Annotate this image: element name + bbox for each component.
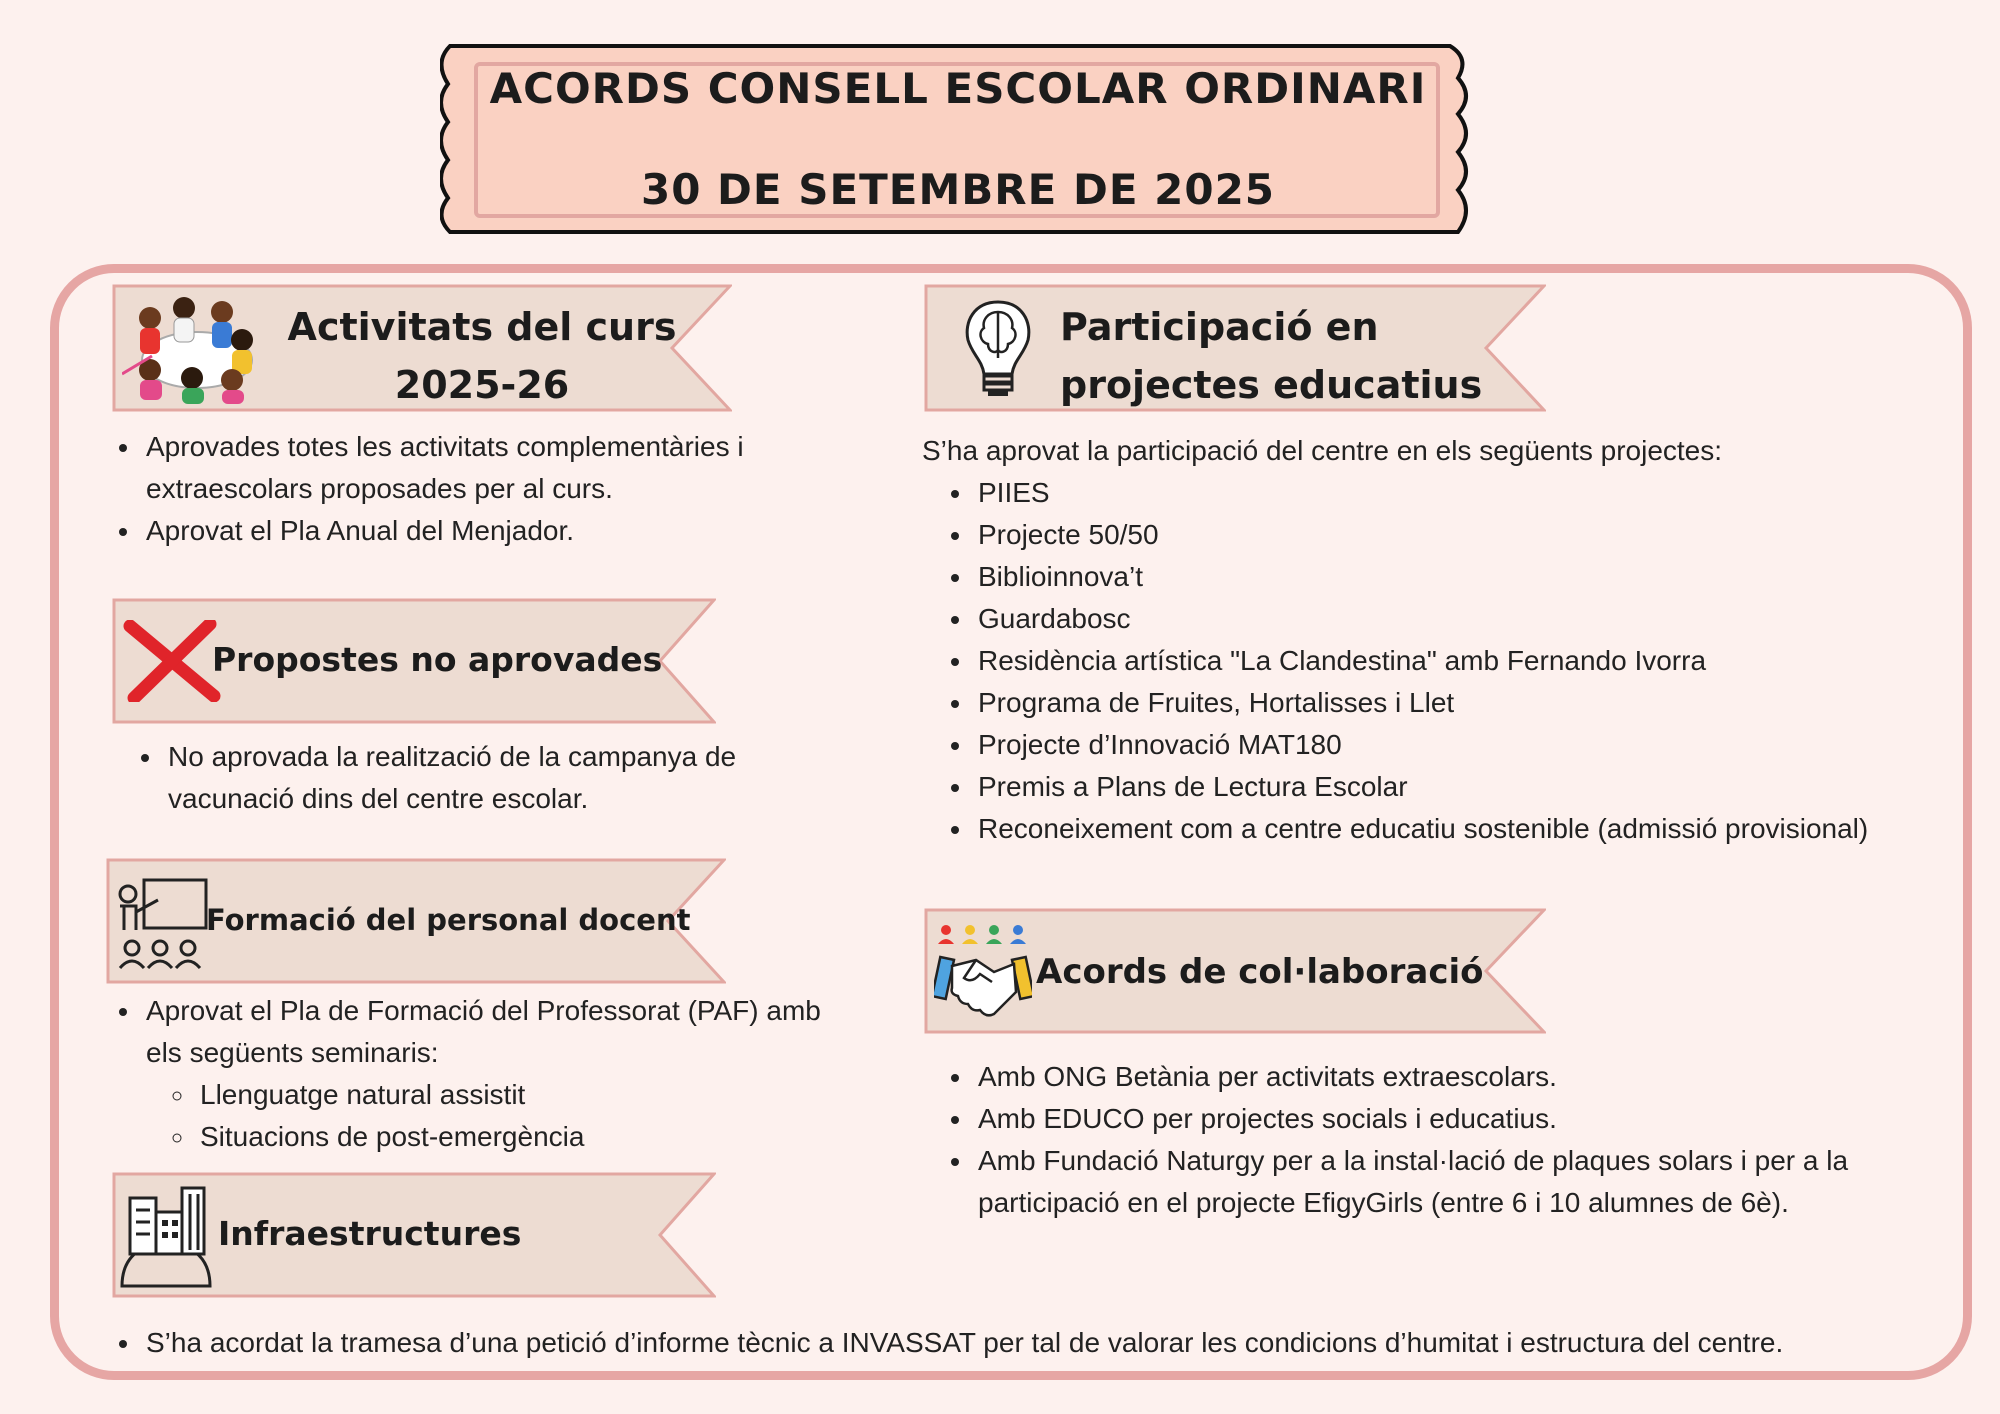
acords-list: [922, 1056, 1972, 1224]
list-item: • Aprovat el Pla Anual del Menjador.: [142, 510, 832, 552]
list-item: • Biblioinnova’t: [974, 556, 1972, 598]
list-item: • Aprovades totes les activitats complementàries i extraescolars proposades per al curs.: [142, 426, 832, 510]
list-item: • S’ha acordat la tramesa d’una petició d’informe tècnic a INVASSAT per tal de valorar les condicions d’humitat i estructura del centre.: [142, 1322, 1972, 1364]
activitats-heading-1: Activitats del curs: [287, 305, 677, 349]
title-line-2: 30 DE SETEMBRE DE 2025: [640, 165, 1276, 214]
activitats-heading-2: 2025-26: [394, 363, 570, 407]
formacio-list: [112, 990, 852, 1158]
infraestructures-list: [112, 1322, 1972, 1364]
list-item: • Programa de Fruites, Hortalisses i Llet: [974, 682, 1972, 724]
activitats-list: [112, 426, 832, 552]
banner-activitats: [112, 284, 732, 412]
teacher-presentation-icon: [114, 876, 210, 970]
list-item: • Projecte 50/50: [974, 514, 1972, 556]
participacio-block: [922, 430, 1972, 850]
list-subitem: ◦ Situacions de post-emergència: [196, 1116, 852, 1158]
banner-propostes: [112, 598, 716, 724]
title-line-1: ACORDS CONSELL ESCOLAR ORDINARI: [489, 64, 1427, 113]
banner-acords: [924, 908, 1546, 1034]
participacio-heading-1: Participació en: [1060, 305, 1379, 349]
red-x-icon: [122, 620, 222, 702]
list-subitem: ◦ Llenguatge natural assistit: [196, 1074, 852, 1116]
list-item: • Guardabosc: [974, 598, 1972, 640]
title-box: [440, 38, 1470, 240]
list-item: • Residència artística "La Clandestina" amb Fernando Ivorra: [974, 640, 1972, 682]
children-group-icon: [122, 290, 272, 406]
list-item: • PIIES: [974, 472, 1972, 514]
formacio-heading: Formació del personal docent: [206, 903, 691, 937]
list-item: • No aprovada la realització de la campanya de vacunació dins del centre escolar.: [164, 736, 854, 820]
list-item: • Amb EDUCO per projectes socials i educatius.: [974, 1098, 1972, 1140]
banner-participacio: [924, 284, 1546, 412]
formacio-intro: Aprovat el Pla de Formació del Professorat (PAF) amb els següents seminaris:: [146, 995, 821, 1068]
list-item: • Projecte d’Innovació MAT180: [974, 724, 1972, 766]
list-item: [142, 990, 852, 1158]
list-item: • Reconeixement com a centre educatiu sostenible (admissió provisional): [974, 808, 1972, 850]
propostes-list: [134, 736, 854, 820]
participacio-heading-2: projectes educatius: [1060, 363, 1483, 407]
building-gear-icon: [118, 1182, 214, 1292]
brain-lightbulb-icon: [960, 298, 1036, 398]
list-item: • Amb ONG Betània per activitats extraescolars.: [974, 1056, 1972, 1098]
banner-formacio: [106, 858, 726, 984]
list-item: • Amb Fundació Naturgy per a la instal·lació de plaques solars i per a la participació en el projecte EfigyGirls (entre 6 i 10 alumnes de 6è).: [974, 1140, 1972, 1224]
infraestructures-heading: Infraestructures: [218, 1214, 522, 1253]
propostes-heading: Propostes no aprovades: [212, 640, 663, 679]
participacio-intro: S’ha aprovat la participació del centre en els següents projectes:: [922, 435, 1723, 466]
list-item: • Premis a Plans de Lectura Escolar: [974, 766, 1972, 808]
acords-heading: Acords de col·laboració: [1036, 952, 1484, 992]
banner-infraestructures: [112, 1172, 716, 1298]
handshake-icon: [934, 922, 1032, 1022]
